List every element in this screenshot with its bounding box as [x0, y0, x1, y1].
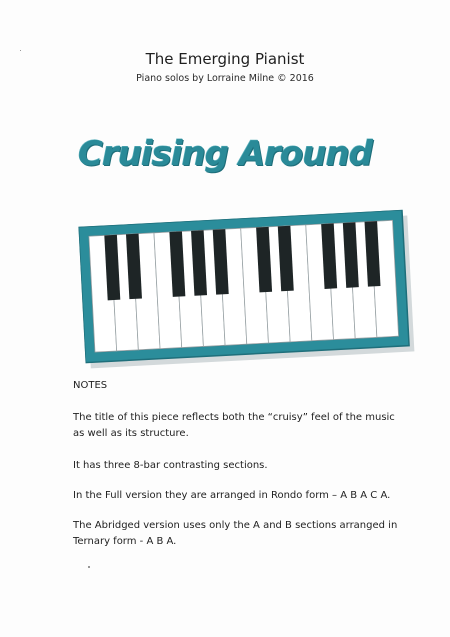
piano-keyboard-icon — [78, 209, 417, 372]
author-credit: Piano solos by Lorraine Milne © 2016 — [136, 73, 314, 84]
piece-title: Cruising Around — [77, 134, 373, 174]
notes-paragraph-title: The title of this piece reflects both the “cruisy” feel of the music as well as its structure. — [73, 412, 395, 439]
notes-paragraph-full-version: In the Full version they are arranged in Rondo form – A B A C A. — [73, 490, 391, 501]
paper-speck — [88, 566, 90, 568]
series-title: The Emerging Pianist — [145, 50, 305, 68]
paper-speck — [20, 50, 21, 51]
notes-paragraph-sections: It has three 8-bar contrasting sections. — [73, 460, 268, 471]
piano-keyboard-svg — [78, 209, 417, 372]
notes-paragraph-abridged-version: The Abridged version uses only the A and B sections arranged in Ternary form - A B A. — [73, 520, 398, 547]
notes-heading: NOTES — [73, 380, 108, 391]
